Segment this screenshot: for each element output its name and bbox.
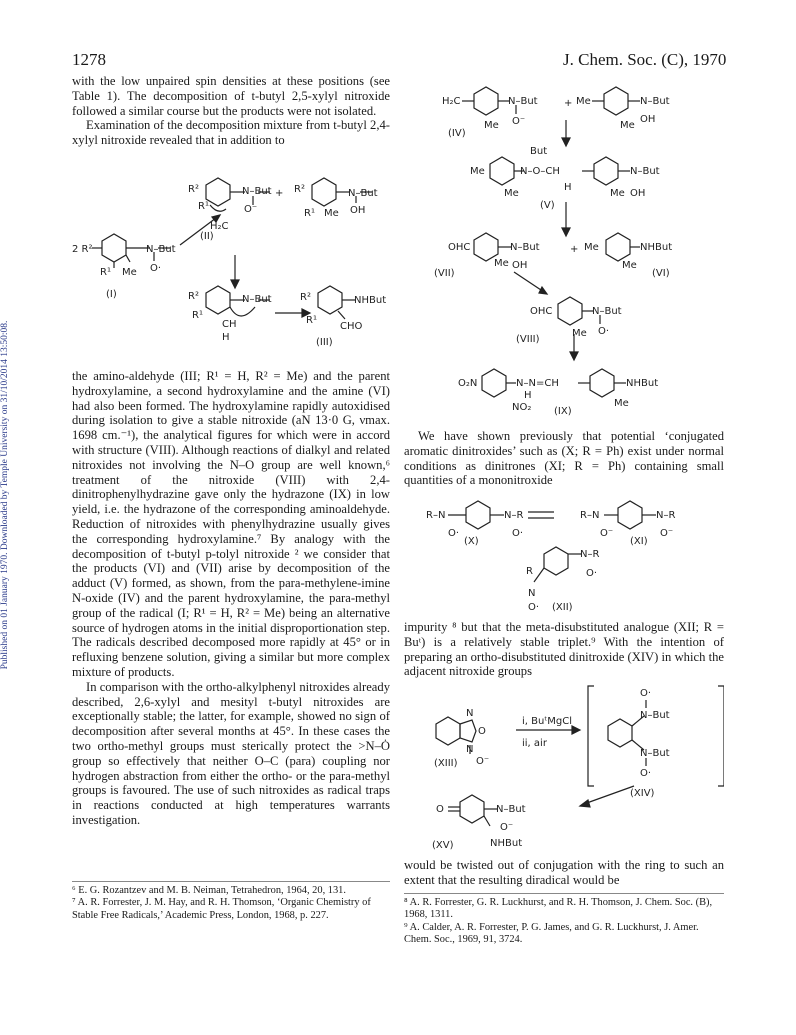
svg-text:But: But <box>530 146 548 157</box>
svg-text:NO₂: NO₂ <box>512 402 532 413</box>
label-III: (III) <box>316 337 333 348</box>
svg-text:NHBut: NHBut <box>490 838 523 849</box>
svg-text:O: O <box>478 726 486 737</box>
svg-text:Me: Me <box>576 96 591 107</box>
paragraph: with the low unpaired spin densities at these positions (see Table 1). The decomposition of t-butyl 2,5-xylyl nitroxide followed a similar course but the products were not isolated. <box>72 74 390 118</box>
label-V: (V) <box>540 200 555 211</box>
scheme-adduct-decomposition <box>404 72 724 417</box>
svg-text:NHBut: NHBut <box>640 242 673 253</box>
svg-text:H: H <box>564 182 572 193</box>
svg-text:N–But: N–But <box>630 166 660 177</box>
svg-text:N–But: N–But <box>508 96 538 107</box>
svg-text:O·: O· <box>448 528 460 539</box>
svg-text:Me: Me <box>614 398 629 409</box>
label-XII: (XII) <box>552 602 573 613</box>
svg-text:Me: Me <box>584 242 599 253</box>
svg-text:R¹: R¹ <box>304 208 315 219</box>
svg-text:CHO: CHO <box>340 321 363 332</box>
scheme-dinitroxides <box>404 500 724 615</box>
download-watermark-text: Published on 01 January 1970. Downloaded by Temple University on 31/10/2014 13:50:08. <box>0 320 10 670</box>
svg-text:O·: O· <box>150 263 162 274</box>
svg-text:R–N: R–N <box>580 510 600 521</box>
right-mid-text <box>404 429 724 488</box>
label-XV: (XV) <box>432 840 454 851</box>
svg-text:R²: R² <box>188 184 199 195</box>
svg-text:+: + <box>275 188 284 199</box>
svg-text:Me: Me <box>504 188 519 199</box>
left-top-text <box>72 74 390 148</box>
svg-text:N–But: N–But <box>592 306 622 317</box>
svg-text:O⁻: O⁻ <box>512 116 526 127</box>
paragraph: would be twisted out of conjugation with the ring to such an extent that the resulting diradical would be <box>404 858 724 887</box>
svg-text:N–But: N–But <box>146 244 176 255</box>
svg-text:N–But: N–But <box>242 294 272 305</box>
svg-text:CH: CH <box>222 319 237 330</box>
svg-text:N–But: N–But <box>640 710 670 721</box>
download-watermark <box>0 150 18 840</box>
reagent-step1: i, BuᵗMgCl <box>522 716 573 727</box>
svg-text:Me: Me <box>620 120 635 131</box>
svg-text:R¹: R¹ <box>192 310 203 321</box>
svg-text:N–O–CH: N–O–CH <box>520 166 560 177</box>
paragraph: We have shown previously that potential ‘conjugated aromatic dinitroxides’ such as (X; R = Ph) exist under normal conditions as dinitrones (XI; R = Ph) containing small quantities of a mononitroxide <box>404 429 724 488</box>
footnote: ⁸ A. R. Forrester, G. R. Luckhurst, and R. H. Thomson, J. Chem. Soc. (B), 1968, 1311. <box>404 897 713 921</box>
svg-text:Me: Me <box>494 258 509 269</box>
svg-text:O⁻: O⁻ <box>244 204 258 215</box>
svg-text:Me: Me <box>470 166 485 177</box>
left-footnotes <box>72 881 390 922</box>
svg-text:O: O <box>436 804 444 815</box>
svg-text:R²: R² <box>300 292 311 303</box>
svg-text:H₂C: H₂C <box>210 221 229 232</box>
svg-text:Me: Me <box>484 120 499 131</box>
scheme-ortho-dinitroxide <box>404 676 724 856</box>
svg-text:+: + <box>564 98 573 109</box>
paragraph: Examination of the decomposition mixture from t-butyl 2,4-xylyl nitroxide revealed that in addition to <box>72 118 390 148</box>
svg-text:+: + <box>570 244 579 255</box>
svg-text:O·: O· <box>512 528 524 539</box>
paragraph: the amino-aldehyde (III; R¹ = H, R² = Me) and the parent hydroxylamine, a second hydroxylamine and the amine (VI) had also been formed. The hydroxylamine rapidly autoxidised during isolation to give a stable nitroxide (aN 13·0 G, νmax. 1698 cm.⁻¹), the analytical figures for which were in accord with structure (VIII). Although reactions of dialkyl and related nitroxides not involving the N–O group are well known,⁶ treatment of the nitroxide (VIII) with 2,4-dinitrophenylhydrazine gave only the hydrazone (IX) in low yield, i.e. the hydrazone of the corresponding aminoaldehyde. Reduction of nitroxides with phenylhydrazine usually gives the corresponding hydroxylamine.⁷ By analogy with the decomposition of t-butyl p-tolyl nitroxide ² we consider that the products (VI) and (VII) arise by decomposition of the adduct (V) formed, as shown, from the para-methylene-imine N-oxide (IV) and the parent hydroxylamine, the para-methyl group of the radical (I; R¹ = H, R² = Me) being an alternative source of hydrogen atoms in the initial disproportionation step. The radicals described decomposed more rapidly at 45° or in refluxing benzene solution, giving a similar but more complex mixture of products. <box>72 369 390 679</box>
svg-text:N–R: N–R <box>504 510 524 521</box>
svg-text:O·: O· <box>598 326 610 337</box>
label-XIV: (XIV) <box>630 788 655 799</box>
svg-text:O⁻: O⁻ <box>476 756 490 767</box>
svg-text:NHBut: NHBut <box>354 295 387 306</box>
right-footnotes <box>404 893 724 947</box>
svg-text:O₂N: O₂N <box>458 378 478 389</box>
svg-text:NHBut: NHBut <box>626 378 659 389</box>
svg-text:O⁻: O⁻ <box>500 822 514 833</box>
svg-text:O·: O· <box>640 768 652 779</box>
footnote: ⁶ E. G. Rozantzev and M. B. Neiman, Tetrahedron, 1964, 20, 131. <box>72 885 346 896</box>
svg-text:R¹: R¹ <box>198 201 209 212</box>
svg-text:N–But: N–But <box>348 188 378 199</box>
svg-text:O⁻: O⁻ <box>660 528 674 539</box>
svg-text:R¹: R¹ <box>306 315 317 326</box>
svg-text:N–R: N–R <box>580 549 600 560</box>
svg-text:OH: OH <box>640 114 656 125</box>
right-low-text <box>404 620 724 679</box>
svg-text:2 R²: 2 R² <box>72 244 93 255</box>
svg-text:H: H <box>222 332 230 343</box>
svg-text:R: R <box>526 566 533 577</box>
svg-text:R¹: R¹ <box>100 267 111 278</box>
svg-text:OHC: OHC <box>530 306 553 317</box>
svg-text:Me: Me <box>622 260 637 271</box>
label-I: (I) <box>106 289 117 300</box>
label-VIII: (VIII) <box>516 334 540 345</box>
svg-text:N–R: N–R <box>656 510 676 521</box>
label-II: (II) <box>200 231 214 242</box>
svg-text:H₂C: H₂C <box>442 96 461 107</box>
svg-text:N: N <box>466 708 474 719</box>
footnote: ⁹ A. Calder, A. R. Forrester, P. G. James, and G. R. Luckhurst, J. Amer. Chem. Soc., 1969, 91, 3724. <box>404 921 699 946</box>
page-number: 1278 <box>72 50 106 69</box>
right-bottom-text <box>404 858 724 888</box>
svg-text:O·: O· <box>640 688 652 699</box>
svg-text:OH: OH <box>350 205 366 216</box>
svg-text:N–But: N–But <box>640 96 670 107</box>
label-IV: (IV) <box>448 128 466 139</box>
label-XIII: (XIII) <box>434 758 458 769</box>
svg-text:O·: O· <box>586 568 598 579</box>
left-main-text <box>72 369 390 828</box>
svg-text:Me: Me <box>324 208 339 219</box>
svg-text:N: N <box>466 744 474 755</box>
svg-text:Me: Me <box>610 188 625 199</box>
svg-text:O⁻: O⁻ <box>600 528 614 539</box>
paragraph: impurity ⁸ but that the meta-disubstituted analogue (XII; R = Buᵗ) is a relatively stable triplet.⁹ With the intention of preparing an ortho-disubstituted dinitroxide (XIV) in which the adjacent nitroxide groups <box>404 620 724 679</box>
svg-text:Me: Me <box>572 328 587 339</box>
svg-text:N–But: N–But <box>242 186 272 197</box>
scheme-nitroxide-decomposition <box>70 175 400 365</box>
svg-text:OH: OH <box>630 188 646 199</box>
svg-text:N–But: N–But <box>510 242 540 253</box>
footnote: ⁷ A. R. Forrester, J. M. Hay, and R. H. Thomson, ‘Organic Chemistry of Stable Free Radicals,’ Academic Press, London, 1968, p. 227. <box>72 897 371 921</box>
svg-text:R–N: R–N <box>426 510 446 521</box>
svg-text:OHC: OHC <box>448 242 471 253</box>
svg-text:R²: R² <box>188 291 199 302</box>
svg-text:R²: R² <box>294 184 305 195</box>
svg-text:N–N=CH: N–N=CH <box>516 378 559 389</box>
svg-text:H: H <box>524 390 532 401</box>
svg-text:N: N <box>528 588 536 599</box>
label-VII: (VII) <box>434 268 455 279</box>
svg-text:N–But: N–But <box>640 748 670 759</box>
label-X: (X) <box>464 536 479 547</box>
svg-text:Me: Me <box>122 267 137 278</box>
journal-title: J. Chem. Soc. (C), 1970 <box>563 50 727 69</box>
svg-text:OH: OH <box>512 260 528 271</box>
reagent-step2: ii, air <box>522 738 547 749</box>
svg-text:O·: O· <box>528 602 540 613</box>
label-VI: (VI) <box>652 268 670 279</box>
svg-text:N–But: N–But <box>496 804 526 815</box>
label-IX: (IX) <box>554 406 572 417</box>
label-XI: (XI) <box>630 536 648 547</box>
paragraph: In comparison with the ortho-alkylphenyl nitroxides already described, 2,6-xylyl and mesityl t-butyl nitroxides are exceptionally stable; the latter, for example, showed no sign of decomposition after several months at 45°. In these cases the two ortho-methyl groups must sterically protect the >N–Ȯ group so effectively that neither O–C (para) coupling nor hydrogen abstraction from either the ortho- or the para-methyl groups is favoured. The use of such nitroxides as radical traps in reactions conducted at high temperatures warrants investigation. <box>72 679 390 827</box>
